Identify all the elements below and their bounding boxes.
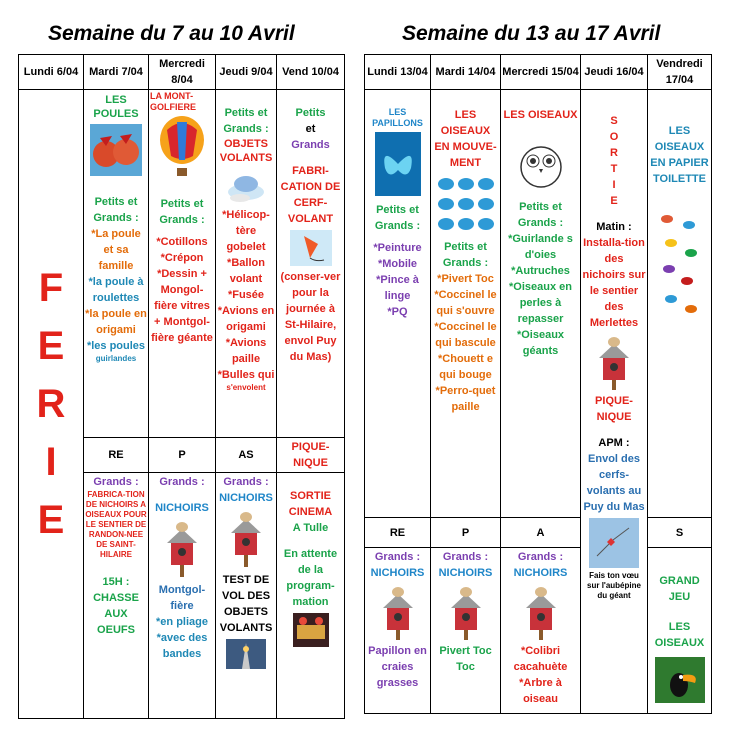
week1-title: Semaine du 7 au 10 Avril [48, 22, 295, 45]
row2-mercredi: P [149, 438, 216, 473]
ferie-cell: F E R I E [19, 90, 84, 719]
header-vendredi: Vendredi 17/04 [648, 55, 712, 90]
kite-image [290, 230, 332, 266]
mardi-cell: LES POULES Petits et Grands : *La poule et sa famille *la poule à roulettes *la poule en origami *les poules guirlandes [84, 90, 149, 438]
vendredi-bottom: GRAND JEU LES OISEAUX [648, 548, 712, 714]
header-lundi: Lundi 6/04 [19, 55, 84, 90]
row2-vendredi: PIQUE-NIQUE [277, 438, 345, 473]
header-vendredi: Vend 10/04 [277, 55, 345, 90]
birdhouse-image [597, 334, 631, 390]
header-mardi: Mardi 14/04 [431, 55, 501, 90]
owl-drawing-image [513, 139, 569, 191]
jeudi-cell: S O R T I E Matin : Installa-tion des nichoirs sur le sentier des Merlettes PIQUE-NIQUE APM : Envol des cerfs-volants au Puy du Mas Fais ton vœu sur l'aubépine du géant [581, 90, 648, 714]
jeudi-cell: Petits et Grands : OBJETS VOLANTS *Hélicop-tère gobelet *Ballon volant *Fusée *Avions en origami *Avions paille *Bulles qui s'envolent [216, 90, 277, 438]
mercredi-cell: LA MONT-GOLFIERE Petits et Grands : *Cotillons *Crépon *Dessin + Mongol-fière vitres + Montgol-fière géante [149, 90, 216, 438]
week1-table [18, 54, 345, 719]
balloon-image [157, 116, 207, 178]
row2-jeudi: AS [216, 438, 277, 473]
mardi-bottom: Grands : NICHOIRS Pivert Toc Toc [431, 548, 501, 714]
jeudi-bottom: Grands : NICHOIRS TEST DE VOL DES OBJETS VOLANTS [216, 473, 277, 719]
blue-birds-image [436, 174, 496, 236]
header-jeudi: Jeudi 16/04 [581, 55, 648, 90]
butterfly-image [375, 132, 421, 196]
week2-title: Semaine du 13 au 17 Avril [402, 22, 661, 45]
row2-mardi: RE [84, 438, 149, 473]
ufo-image [226, 168, 266, 204]
birdhouse-image [165, 519, 199, 579]
row2-mardi: P [431, 518, 501, 548]
birds-collage-image [657, 209, 703, 319]
birdhouse-image [524, 584, 558, 640]
vendredi-cell: LES OISEAUX EN PAPIER TOILETTE [648, 90, 712, 518]
header-lundi: Lundi 13/04 [365, 55, 431, 90]
header-mercredi: Mercredi 8/04 [149, 55, 216, 90]
cinema-image [293, 613, 329, 647]
header-mercredi: Mercredi 15/04 [501, 55, 581, 90]
kites-sky-image [589, 518, 639, 568]
row2-mercredi: A [501, 518, 581, 548]
mercredi-cell: LES OISEAUX Petits et Grands : *Guirlande s d'oies *Autruches *Oiseaux en perles à repasser *Oiseaux géants [501, 90, 581, 518]
mardi-bottom: Grands : FABRICA-TION DE NICHOIRS A OISEAUX POUR LE SENTIER DE RANDON-NEE DE SAINT-HILAIRE 15H : CHASSE AUX OEUFS [84, 473, 149, 719]
runway-image [226, 639, 266, 669]
week2-table [364, 54, 712, 714]
toucan-image [655, 657, 705, 703]
header-jeudi: Jeudi 9/04 [216, 55, 277, 90]
row2-vendredi: S [648, 518, 712, 548]
vendredi-bottom: SORTIE CINEMA A Tulle En attente de la program-mation [277, 473, 345, 719]
row2-lundi: RE [365, 518, 431, 548]
birdhouse-image [229, 509, 263, 569]
birdhouse-image [449, 584, 483, 640]
vendredi-cell: Petits et Grands FABRI-CATION DE CERF-VOLANT (conser-ver pour la journée à St-Hilaire, envol Puy du Mas) [277, 90, 345, 438]
lundi-bottom: Grands : NICHOIRS Papillon en craies grasses [365, 548, 431, 714]
lundi-cell: LES PAPILLONS Petits et Grands : *Peinture *Mobile *Pince à linge *PQ [365, 90, 431, 518]
mercredi-bottom: Grands : NICHOIRS *Colibri cacahuète *Arbre à oiseau [501, 548, 581, 714]
roosters-image [90, 124, 142, 176]
mercredi-bottom: Grands : NICHOIRS Montgol-fière *en pliage *avec des bandes [149, 473, 216, 719]
header-mardi: Mardi 7/04 [84, 55, 149, 90]
mardi-cell: LES OISEAUX EN MOUVE-MENT Petits et Grands : *Pivert Toc *Coccinel le qui s'ouvre *Coccinel le qui bascule *Chouett e qui bouge *Perro-quet paille [431, 90, 501, 518]
birdhouse-image [381, 584, 415, 640]
